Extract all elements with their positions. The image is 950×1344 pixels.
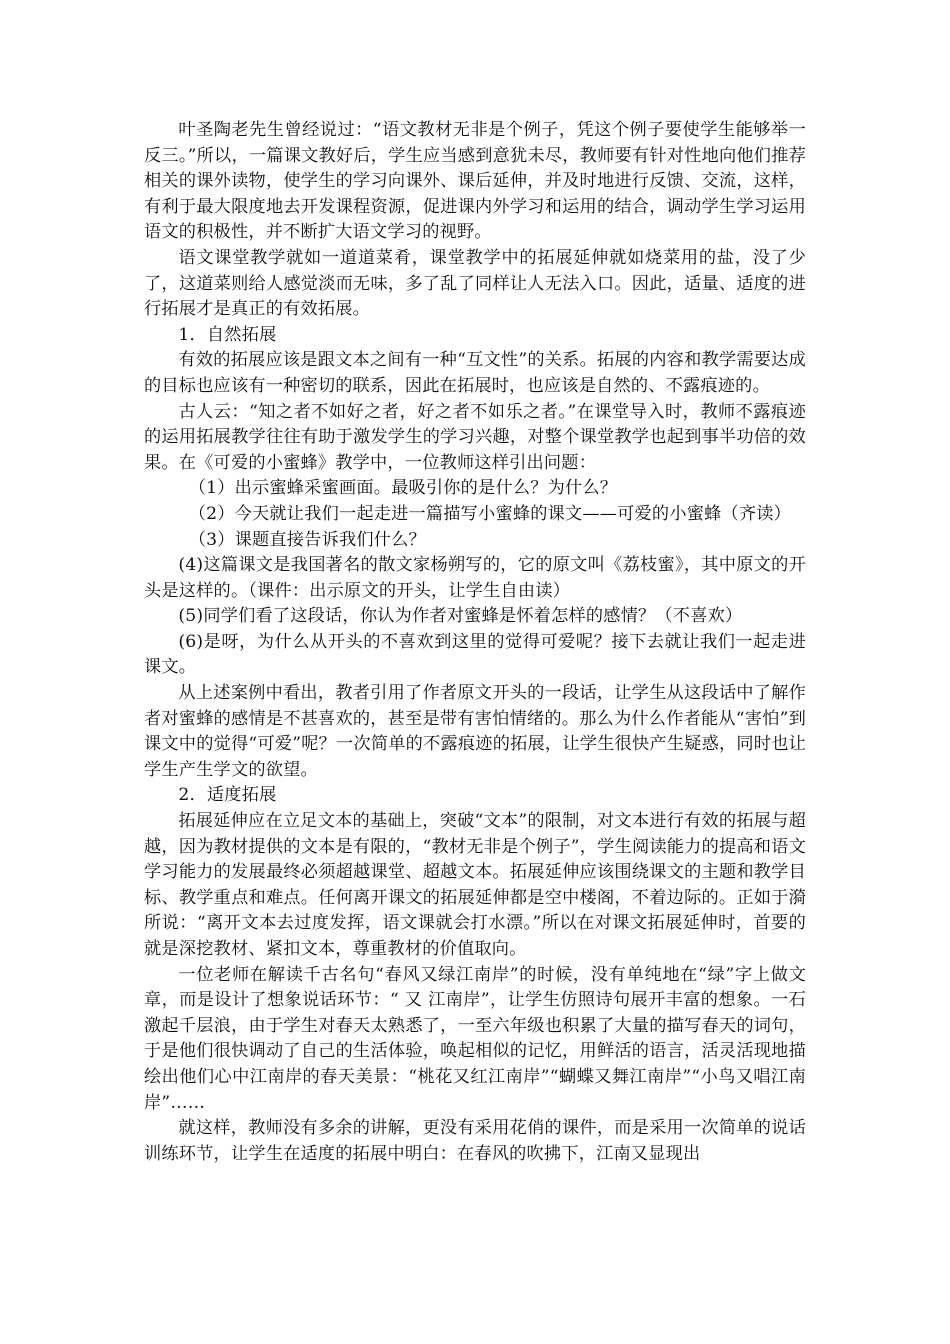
list-item-5: (5)同学们看了这段话，你认为作者对蜜蜂是怀着怎样的感情？（不喜欢） <box>178 606 743 627</box>
document-body <box>144 118 806 1167</box>
paragraph-conclusion: 就这样，教师没有多余的讲解，更没有采用花俏的课件，而是采用一次简单的说话训练环节，让学生在适度的拓展中明白：在春风的吹拂下，江南又显现出 <box>144 1118 806 1164</box>
paragraph-dish-metaphor: 语文课堂教学就如一道道菜肴，课堂教学中的拓展延伸就如烧菜用的盐，没了少了，这道菜则给人感觉淡而无味，多了乱了同样让人无法入口。因此，适量、适度的进行拓展才是真正的有效拓展。 <box>144 247 806 320</box>
list-item-3: （3）课题直接告诉我们什么？ <box>188 529 426 550</box>
paragraph-spring-wind-example: 一位老师在解读千古名句“春风又绿江南岸”的时候，没有单纯地在“绿”字上做文章，而是设计了想象说话环节：“ 又 江南岸”，让学生仿照诗句展开丰富的想象。一石激起千层浪，由于学生对春天太熟悉了，一至六年级也积累了大量的描写春天的词句，于是他们很快调动了自己的生活体验，唤起相似的记忆，用鲜活的语言，活灵活现地描绘出他们心中江南岸的春天美景：“桃花又红江南岸”“蝴蝶又舞江南岸”“小鸟又唱江南岸”…… <box>144 964 806 1113</box>
paragraph-quote-ye-shengtao: 叶圣陶老先生曾经说过：“语文教材无非是个例子，凭这个例子要使学生能够举一反三。”所以，一篇课文教好后，学生应当感到意犹未尽，教师要有针对性地向他们推荐相关的课外读物，使学生的学习向课外、课后延伸，并及时地进行反馈、交流，这样，有利于最大限度地去开发课程资源，促进课内外学习和运用的结合，调动学生学习运用语文的积极性，并不断扩大语文学习的视野。 <box>144 120 806 243</box>
section-heading-moderate-extension: 2．适度拓展 <box>178 785 277 806</box>
section-heading-natural-extension: 1．自然拓展 <box>178 324 277 345</box>
list-item-1: （1）出示蜜蜂采蜜画面。最吸引你的是什么？为什么？ <box>188 478 618 499</box>
paragraph-ancient-saying: 古人云：“知之者不如好之者，好之者不如乐之者。”在课堂导入时，教师不露痕迹的运用拓展教学往往有助于激发学生的学习兴趣，对整个课堂教学也起到事半功倍的效果。在《可爱的小蜜蜂》教学中，一位教师这样引出问题： <box>144 401 806 473</box>
list-item-2: （2）今天就让我们一起走进一篇描写小蜜蜂的课文——可爱的小蜜蜂（齐读） <box>188 503 792 524</box>
list-item-6: (6)是呀，为什么从开头的不喜欢到这里的觉得可爱呢？接下去就让我们一起走进课文。 <box>144 631 806 678</box>
paragraph-beyond-text: 拓展延伸应在立足文本的基础上，突破“文本”的限制，对文本进行有效的拓展与超越，因为教材提供的文本是有限的，“教材无非是个例子”，学生阅读能力的提高和语文学习能力的发展最终必须超越课堂、超越文本。拓展延伸应该围绕课文的主题和教学目标、教学重点和难点。任何离开课文的拓展延伸都是空中楼阁，不着边际的。正如于漪所说：“离开文本去过度发挥，语文课就会打水漂。”所以在对课文拓展延伸时，首要的就是深挖教材、紧扣文本，尊重教材的价值取向。 <box>144 811 806 959</box>
list-item-4: (4)这篇课文是我国著名的散文家杨朔写的，它的原文叫《荔枝蜜》，其中原文的开头是这样的。（课件：出示原文的开头，让学生自由读） <box>144 555 806 601</box>
paragraph-case-analysis: 从上述案例中看出，教者引用了作者原文开头的一段话，让学生从这段话中了解作者对蜜蜂的感情是不甚喜欢的，甚至是带有害怕情绪的。那么为什么作者能从“害怕”到课文中的觉得“可爱”呢？一次简单的不露痕迹的拓展，让学生很快产生疑惑，同时也让学生产生学文的欲望。 <box>144 683 806 780</box>
paragraph-intertextuality: 有效的拓展应该是跟文本之间有一种“互文性”的关系。拓展的内容和教学需要达成的目标也应该有一种密切的联系，因此在拓展时，也应该是自然的、不露痕迹的。 <box>144 350 806 396</box>
